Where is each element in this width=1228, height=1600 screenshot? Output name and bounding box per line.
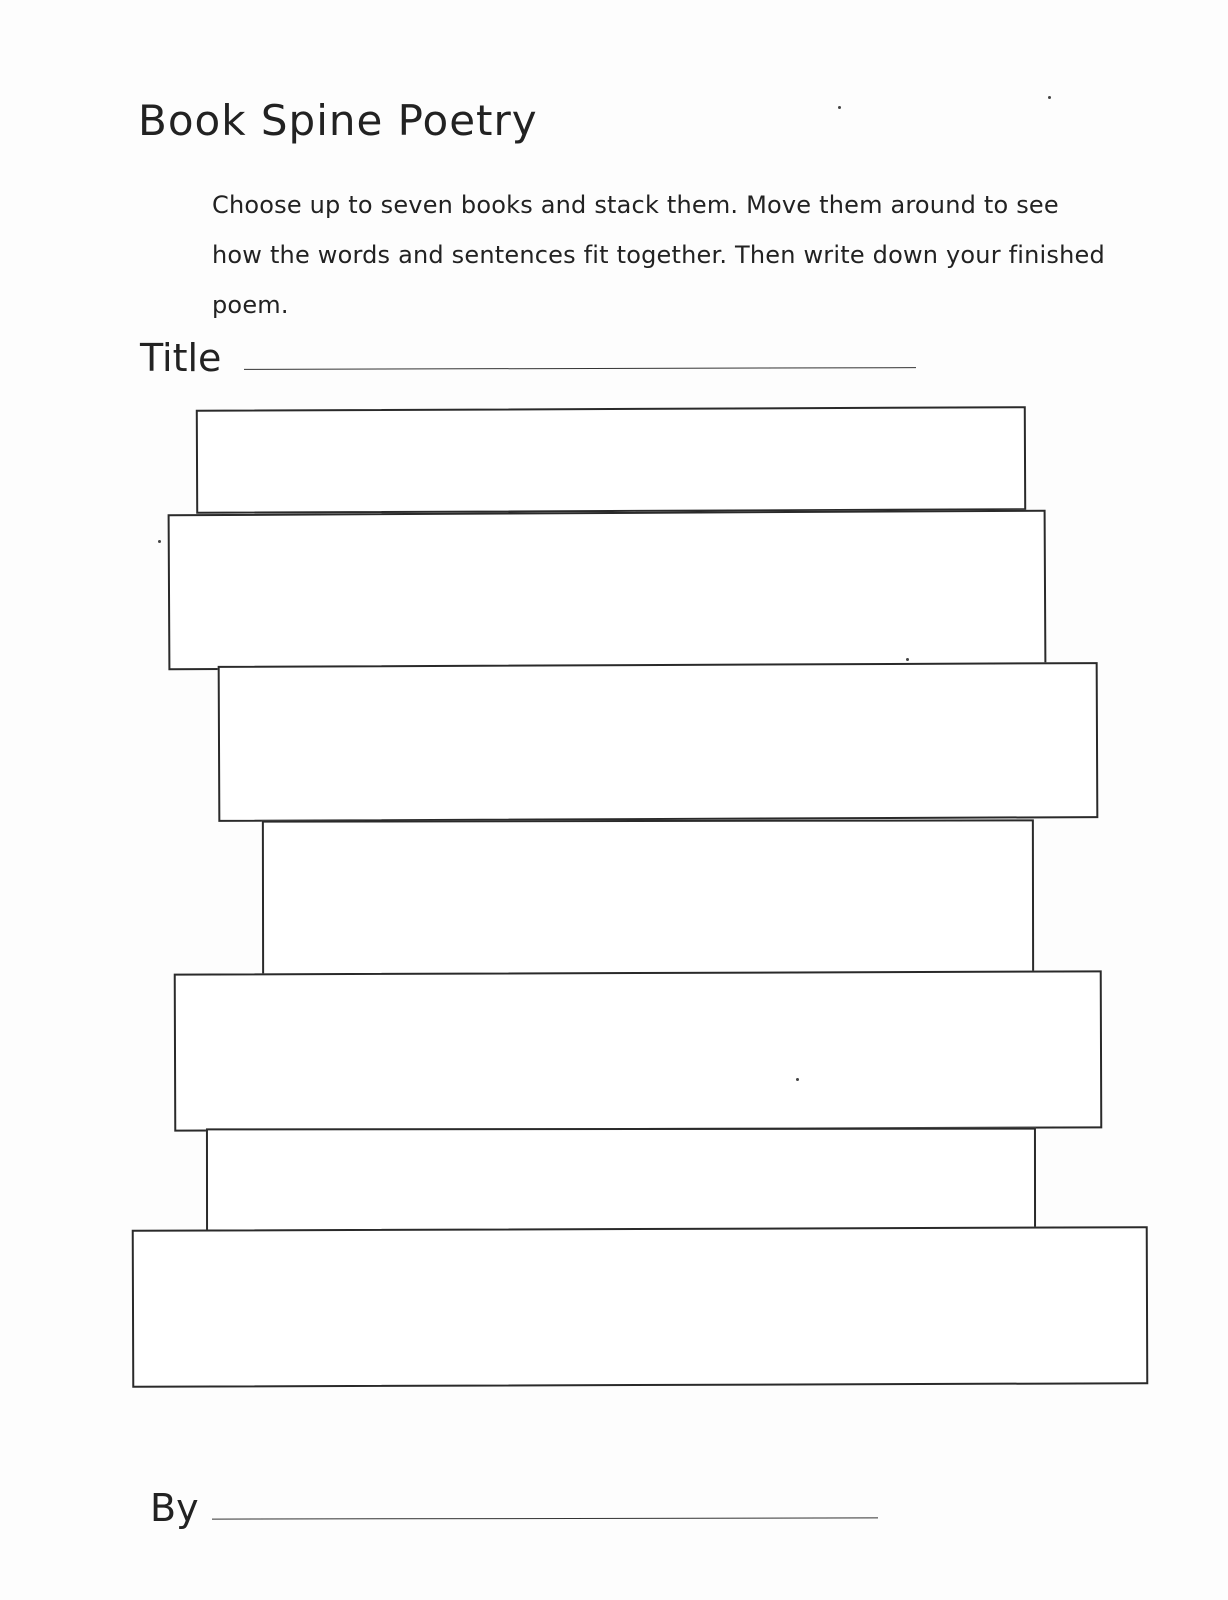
by-label: By (150, 1486, 199, 1530)
page-title: Book Spine Poetry (138, 96, 538, 145)
scan-speck (838, 106, 841, 109)
scan-speck (796, 1078, 799, 1081)
instructions-text: Choose up to seven books and stack them. Move them around to see how the words and sentences fit together. Then write down your finished poem. (212, 191, 1105, 319)
book-spine-3[interactable] (218, 662, 1099, 822)
scan-speck (1048, 96, 1051, 99)
title-label: Title (140, 336, 222, 380)
book-spine-6[interactable] (206, 1128, 1036, 1233)
book-spine-4[interactable] (262, 819, 1034, 978)
scan-speck (906, 658, 909, 661)
book-spine-2[interactable] (168, 510, 1047, 671)
scan-speck (158, 540, 161, 543)
book-spine-5[interactable] (174, 970, 1103, 1131)
book-spine-7[interactable] (132, 1226, 1149, 1388)
book-spine-1[interactable] (196, 406, 1026, 514)
